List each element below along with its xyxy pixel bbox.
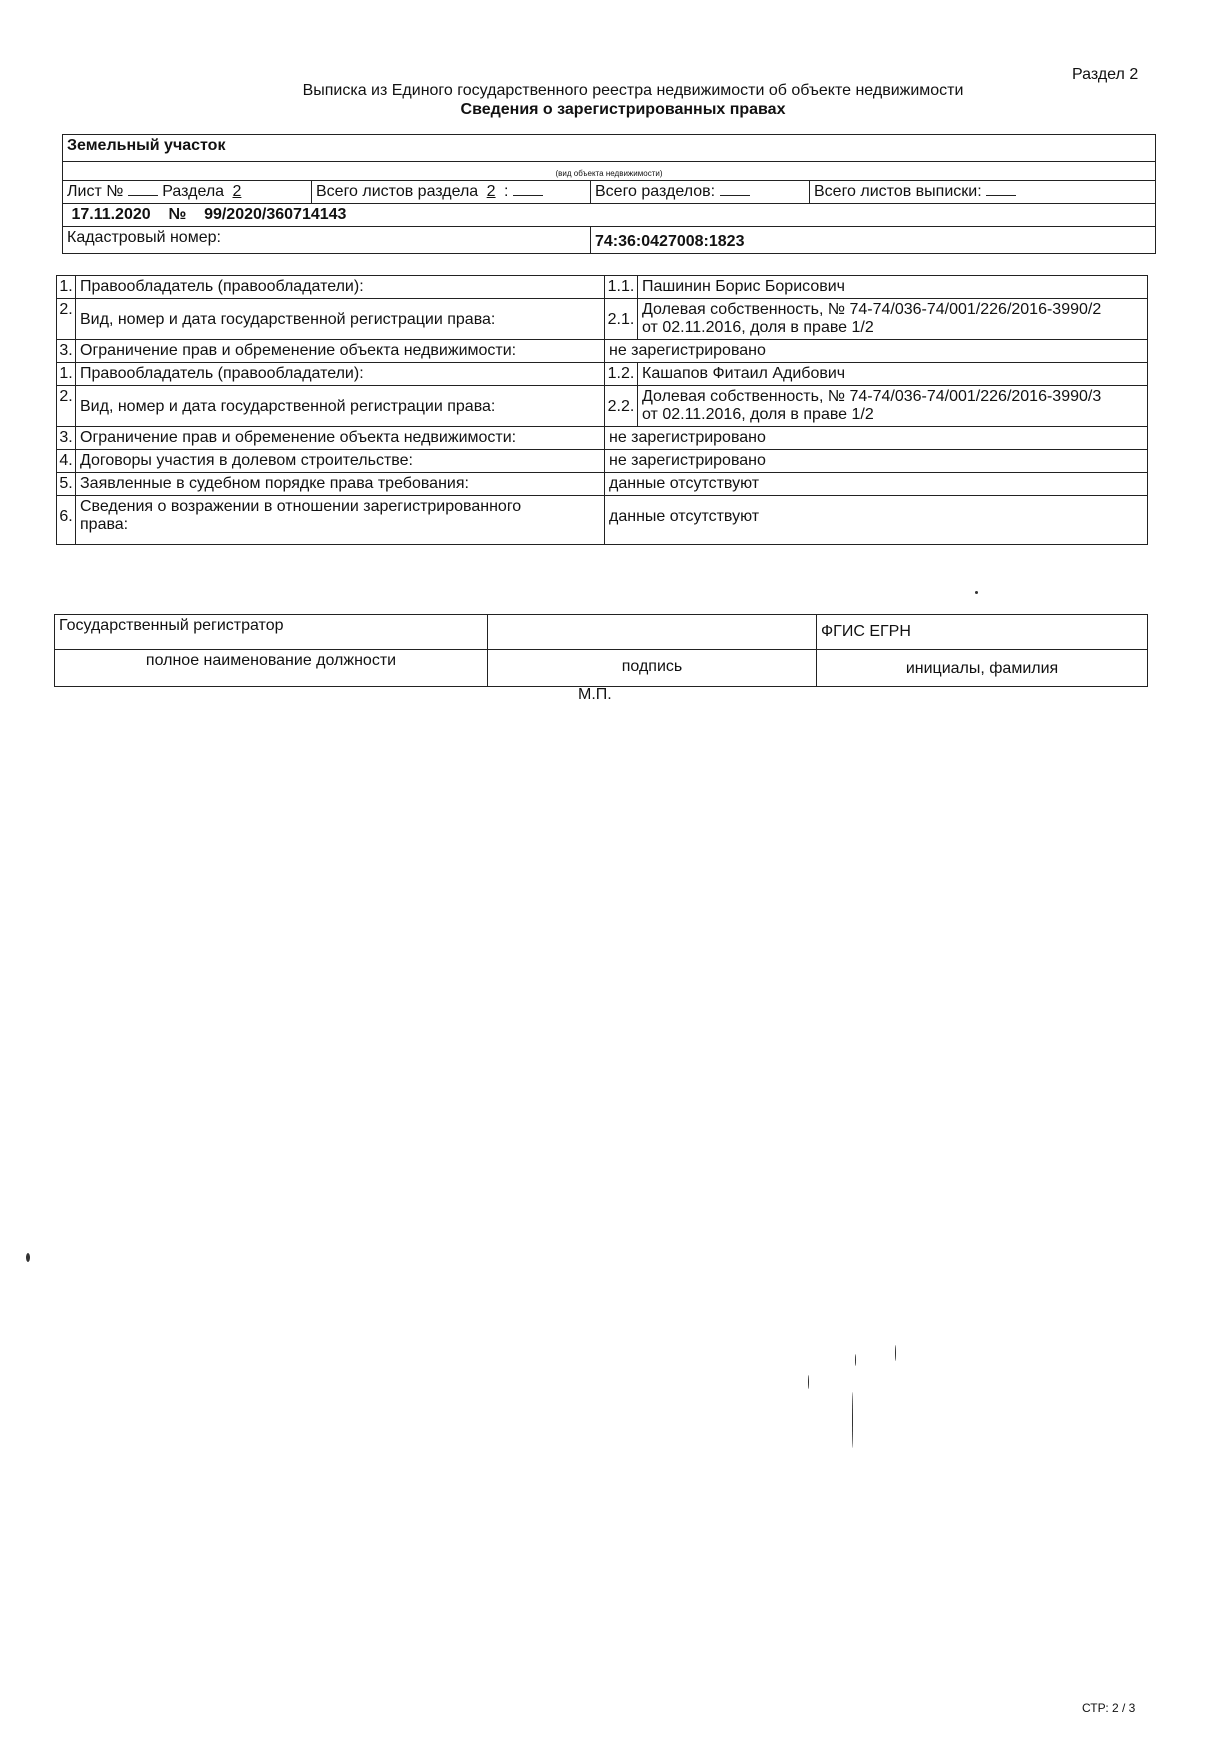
sheet-info [63,181,312,204]
table-row: 3. Ограничение прав и обременение объекта недвижимости: не зарегистрировано [57,427,1148,450]
total-section-sheets-label: Всего листов раздела [316,183,479,200]
title-line-2: Сведения о зарегистрированных правах [460,101,786,118]
table-row: 2. Вид, номер и дата государственной регистрации права: 2.1. Долевая собственность, № 74-74/036-74/001/226/2016-3990/2 от 02.11.2016, доля в праве 1/2 [57,299,1148,340]
signature-table [54,614,1148,687]
system-name: ФГИС ЕГРН [817,615,1148,650]
cadastral-label: Кадастровый номер: [63,227,591,254]
section-value: 2 [232,183,242,200]
document-title [0,82,1216,119]
total-extract-sheets [810,181,1156,204]
table-row: 4. Договоры участия в долевом строительстве: не зарегистрировано [57,450,1148,473]
table-row: 2. Вид, номер и дата государственной регистрации права: 2.2. Долевая собственность, № 74-74/036-74/001/226/2016-3990/3 от 02.11.2016, доля в праве 1/2 [57,386,1148,427]
rights-table [56,275,1148,545]
number-label: № [168,206,187,223]
table-row: 5. Заявленные в судебном порядке права требования: данные отсутствуют [57,473,1148,496]
total-section-sheets: Всего листов раздела 2 : [312,181,591,204]
sheet-label: Лист № [67,183,124,200]
section-label: Раздела [162,183,225,200]
object-info-table [62,134,1156,254]
position-caption: полное наименование должности [55,650,488,687]
registrar-position: Государственный регистратор [55,615,488,650]
cadastral-number: 74:36:0427008:1823 [591,227,1156,254]
section-number: Раздел 2 [1072,66,1139,83]
table-row: 6. Сведения о возражении в отношении зарегистрированного права: данные отсутствуют [57,496,1148,545]
total-section-sheets-value: 2 [486,183,496,200]
total-extract-sheets-label: Всего листов выписки: [814,183,982,200]
page-number: СТР: 2 / 3 [1082,1701,1136,1715]
date-number-row [63,204,1156,227]
extract-date: 17.11.2020 [71,206,151,223]
total-sections [591,181,810,204]
stamp-mark: М.П. [578,686,612,703]
table-row: 3. Ограничение прав и обременение объекта недвижимости: не зарегистрировано [57,340,1148,363]
signature-caption: подпись [488,650,817,687]
table-row: 1. Правообладатель (правообладатели): 1.1. Пашинин Борис Борисович [57,276,1148,299]
name-caption: инициалы, фамилия [817,650,1148,687]
title-line-1: Выписка из Единого государственного реестра недвижимости об объекте недвижимости [302,82,964,99]
extract-number: 99/2020/360714143 [204,206,347,223]
signature-field [488,615,817,650]
total-sections-label: Всего разделов: [595,183,716,200]
object-type: Земельный участок [63,135,1156,162]
table-row: 1. Правообладатель (правообладатели): 1.2. Кашапов Фитаил Адибович [57,363,1148,386]
object-type-caption: (вид объекта недвижимости) [63,162,1156,181]
